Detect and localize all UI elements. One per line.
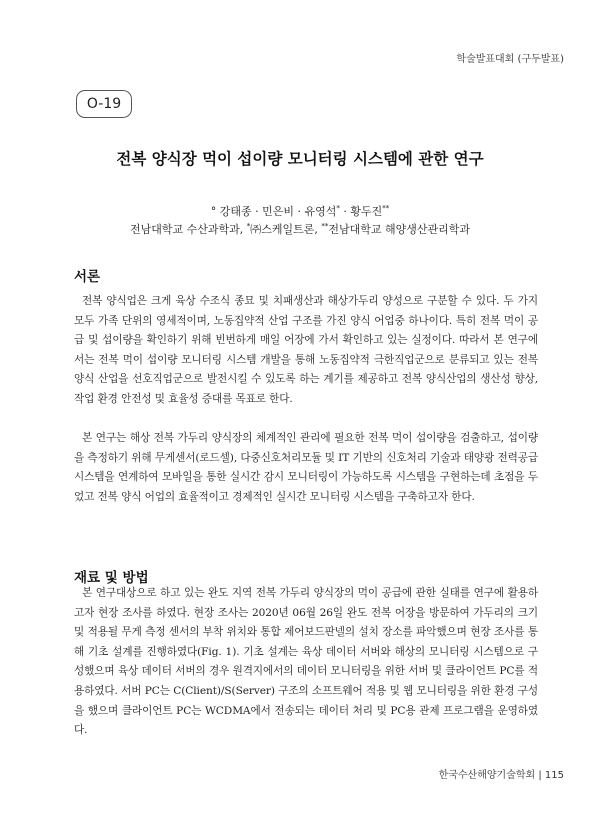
author-list: [0, 203, 600, 219]
section-heading-intro: 서론: [74, 269, 101, 285]
author-name: 황두진: [350, 205, 383, 218]
affiliation-text: ㈜스케일트론,: [250, 223, 322, 236]
author-name: 강태종: [219, 205, 252, 218]
methods-paragraph-1: 본 연구대상으로 하고 있는 완도 지역 전복 가두리 양식장의 먹이 공급에 관한 실태를 연구에 활용하고자 현장 조사를 하였다. 현장 조사는 2020년 06월 26일 완도 전복 어장을 방문하여 가두리의 크기 및 적용될 무게 측정 센서의 부착 위치와 통합 제어보드판넬의 설치 장소를 파악했으며 현장 조사를 통해 기초 설계를 진행하였다(Fig. 1). 기초 설계는 육상 데이터 서버와 해상의 모니터링 시스템으로 구성했으며 육상 데이터 서버의 경우 원격지에서의 데이터 모니터링을 위한 서버 및 클라이언트 PC를 적용하였다. 서버 PC는 C(Client)/S(Server) 구조의 소프트웨어 적용 및 웹 모니터링을 위한 환경 구성을 했으며 클라이언트 PC는 WCDMA에서 전송되는 데이터 처리 및 PC용 관제 프로그램을 운영하였다.: [74, 587, 538, 737]
running-header: 학술발표대회 (구두발표): [456, 54, 564, 65]
paper-title: 전복 양식장 먹이 섭이량 모니터링 시스템에 관한 연구: [116, 149, 484, 168]
affiliation-mark: *: [246, 222, 251, 231]
affiliation-line: [0, 221, 600, 237]
affiliation-text: 전남대학교 해양생산관리학과: [328, 223, 470, 236]
intro-paragraph-1: 전복 양식업은 크게 육상 수조식 종묘 및 치패생산과 해상가두리 양성으로 구분할 수 있다. 두 가지 모두 가족 단위의 영세적이며, 노동집약적 산업 구조를 가진 양식 어업중 하나이다. 특히 전복 먹이 공급 및 섭이량을 확인하기 위해 빈번하게 매일 어장에 가서 확인하고 있는 실정이다. 따라서 본 연구에서는 전복 먹이 섭이량 모니터링 시스템 개발을 통해 노동집약적 극한직업군으로 분류되고 있는 전복 양식 산업을 선호직업군으로 발전시킬 수 있도록 하는 계기를 제공하고 전복 양식산업의 생산성 향상, 작업 환경 안전성 및 효율성 증대를 목표로 한다.: [74, 295, 538, 405]
author-separator: ·: [251, 205, 263, 218]
section-heading-methods: 재료 및 방법: [74, 570, 149, 586]
author-name: 민은비: [262, 205, 294, 218]
page-footer: 한국수산해양기술학회 | 115: [438, 770, 564, 781]
author-name: 유영석: [304, 205, 337, 218]
affiliation-text: 전남대학교 수산과학과,: [129, 223, 247, 236]
author-separator: ·: [294, 205, 305, 218]
intro-paragraph-2: 본 연구는 해상 전복 가두리 양식장의 체계적인 관리에 필요한 전복 먹이 섭이량을 검출하고, 섭이량을 측정하기 위해 무게센서(로드셀), 다중신호처리모듈 및 IT 기반의 신호처리 기술과 태양광 전력공급시스템을 연계하여 모바일을 통한 실시간 감시 모니터링이 가능하도록 시스템을 구현하는데 초점을 두었고 전복 양식 어업의 효율적이고 경제적인 실시간 모니터링 시스템을 구축하고자 한다.: [74, 432, 538, 503]
affiliation-mark: *: [336, 204, 340, 213]
paper-code-badge: O-19: [76, 90, 132, 118]
presenter-mark: °: [210, 205, 217, 218]
affiliation-mark: **: [382, 204, 390, 213]
author-separator: ·: [339, 205, 351, 218]
affiliation-mark: **: [321, 222, 329, 231]
